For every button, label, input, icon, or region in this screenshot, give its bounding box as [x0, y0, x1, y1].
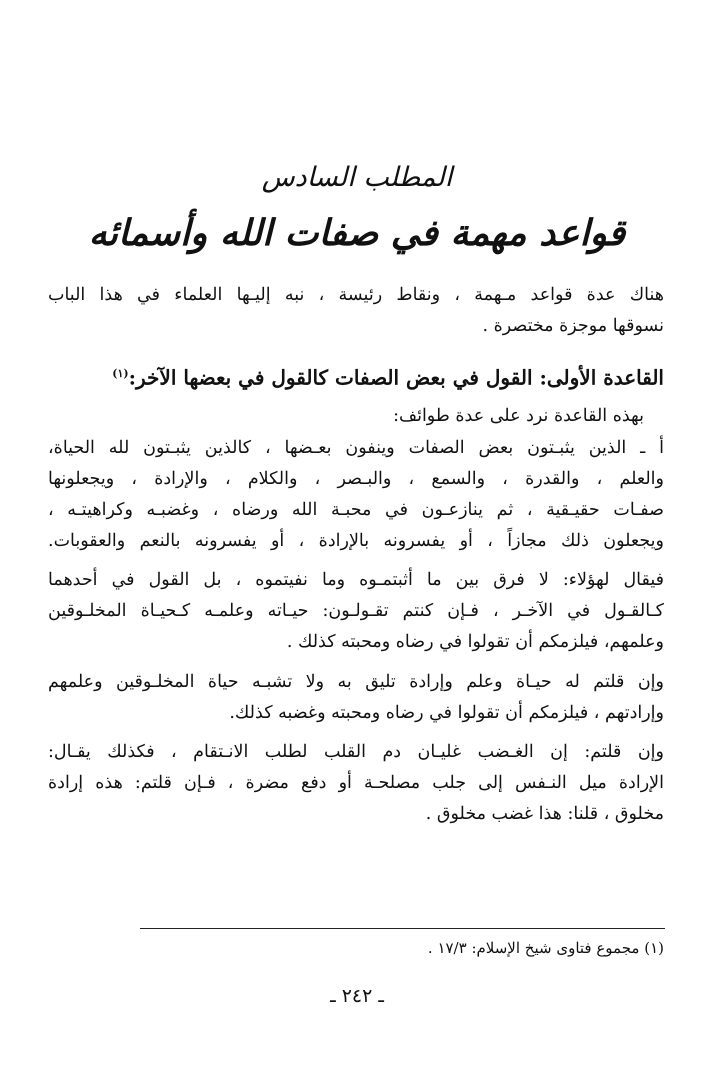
paragraph-line: صفـات حقيـقية ، ثم ينازعـون في محبـة الله ورضاه ، وغضبـه وكراهيتـه ،	[48, 500, 664, 520]
footnote-divider	[140, 928, 665, 929]
paragraph-line: ويجعلون ذلك مجازاً ، أو يفسرونه بالإرادة ، أو يفسرونه بالنعم والعقوبات.	[48, 531, 664, 551]
paragraph-line: الإرادة ميل النـفس إلى جلب مصلحـة أو دفع مضرة ، فـإن قلتم: هذه إرادة	[48, 773, 664, 793]
paragraph-line: بهذه القاعدة نرد على عدة طوائف:	[393, 406, 644, 426]
paragraph-line: فيقال لهؤلاء: لا فرق بين ما أثبتمـوه وما نفيتموه ، بل القول في أحدهما	[48, 570, 664, 590]
paragraph-line: والعلم ، والقدرة ، والسمع ، والبـصر ، والكلام ، والإرادة ، ويجعلونها	[48, 469, 664, 489]
page-number: ـ ٢٤٢ ـ	[330, 985, 384, 1007]
footnote-marker: (١)	[112, 367, 129, 380]
paragraph-line: وإن قلتم له حيـاة وعلم وإرادة تليق به ولا تشبـه حياة المخلـوقين وعلمهم	[48, 672, 664, 692]
section-title: المطلب السادس	[261, 162, 453, 193]
paragraph-line: نسوقها موجزة مختصرة .	[482, 316, 664, 336]
paragraph-line: وعلمهم، فيلزمكم أن تقولوا في رضاه ومحبته كذلك .	[286, 632, 664, 652]
section-subtitle: قواعد مهمة في صفات الله وأسمائه	[88, 212, 626, 254]
paragraph-line: كـالقـول في الآخـر ، فـإن كنتم تقـولـون: حيـاته وعلمـه كـحيـاة المخلـوقين	[48, 601, 664, 621]
paragraph-line: أ ـ الذين يثبـتون بعض الصفات وينفون بعـضها ، كالذين يثبـتون لله الحياة،	[48, 438, 664, 458]
rule-heading-text: القاعدة الأولى: القول في بعض الصفات كالقول في بعضها الآخر:	[128, 365, 664, 390]
paragraph-line: هناك عدة قواعد مـهمة ، ونقاط رئيسة ، نبه إليـها العلماء في هذا الباب	[48, 285, 664, 305]
footnote-text: (١) مجموع فتاوى شيخ الإسلام: ١٧/٣ .	[427, 939, 664, 957]
paragraph-line: وإرادتهم ، فيلزمكم أن تقولوا في رضاه ومحبته وغضبه كذلك.	[229, 703, 664, 723]
rule-heading-line	[48, 362, 664, 390]
paragraph-line: مخلوق ، قلنا: هذا غضب مخلوق .	[425, 804, 664, 824]
paragraph-line: وإن قلتم: إن الغـضب غليـان دم القلب لطلب الانـتقام ، فكذلك يقـال:	[48, 742, 664, 762]
